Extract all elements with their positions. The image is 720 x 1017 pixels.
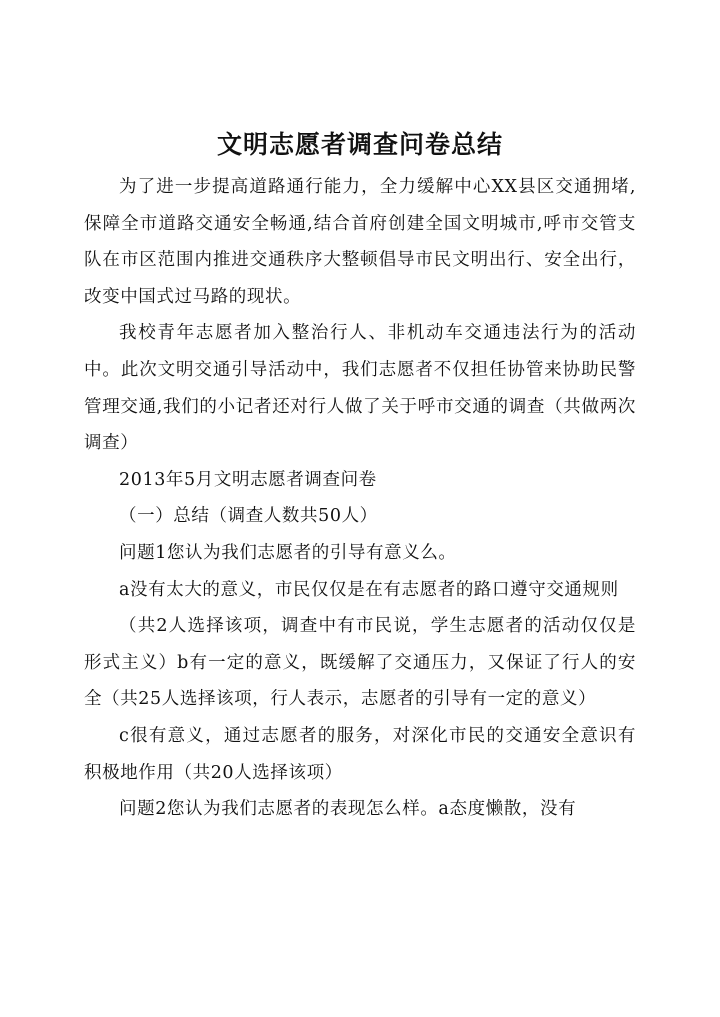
paragraph-option-b: （共2人选择该项，调查中有市民说，学生志愿者的活动仅仅是形式主义）b有一定的意义，既缓解了交通压力，又保证了行人的安全（共25人选择该项，行人表示，志愿者的引导有一定的意义） (84, 616, 636, 710)
paragraph-survey-heading: 2013年5月文明志愿者调查问卷 (119, 469, 377, 490)
paragraph-volunteers: 我校青年志愿者加入整治行人、非机动车交通违法行为的活动中。此次文明交通引导活动中，我们志愿者不仅担任协管来协助民警管理交通,我们的小记者还对行人做了关于呼市交通的调查（共做两次调查） (84, 323, 636, 454)
document-title: 文明志愿者调查问卷总结 (216, 130, 503, 159)
paragraph-option-c: c很有意义，通过志愿者的服务，对深化市民的交通安全意识有积极地作用（共20人选择该项） (84, 725, 636, 783)
paragraph-intro: 为了进一步提高道路通行能力，全力缓解中心XX县区交通拥堵,保障全市道路交通安全畅通,结合首府创建全国文明城市,呼市交管支队在市区范围内推进交通秩序大整顿倡导市民文明出行、安全出行，改变中国式过马路的现状。 (84, 177, 636, 307)
paragraph-option-a: a没有太大的意义，市民仅仅是在有志愿者的路口遵守交通规则 (119, 579, 619, 600)
paragraph-question-1: 问题1您认为我们志愿者的引导有意义么。 (119, 542, 457, 563)
paragraph-summary-heading: （一）总结（调查人数共50人） (119, 506, 378, 527)
document-page (84, 125, 636, 828)
paragraph-question-2: 问题2您认为我们志愿者的表现怎么样。a态度懒散，没有 (119, 799, 577, 820)
